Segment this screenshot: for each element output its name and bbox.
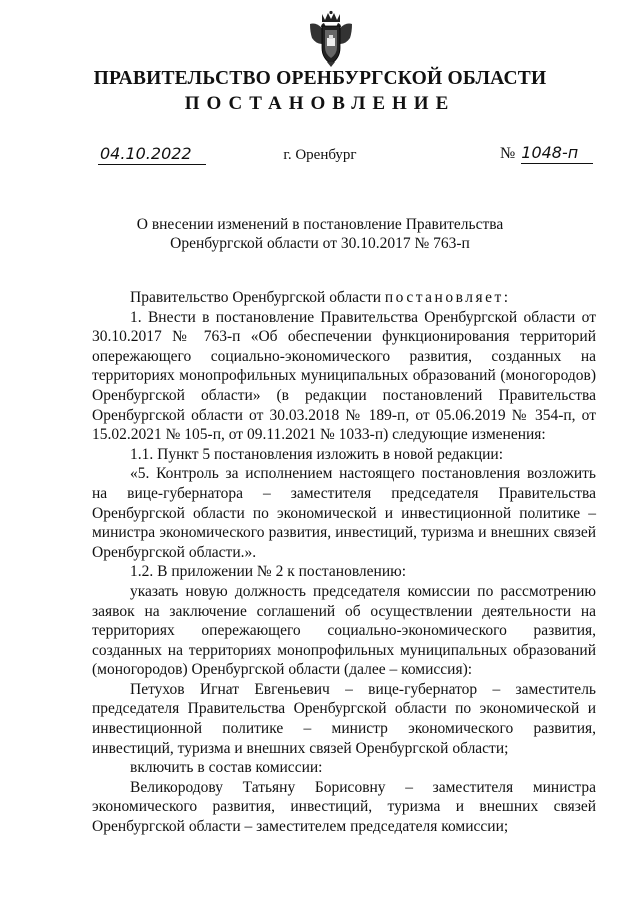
paragraph-1-2: 1.2. В приложении № 2 к постановлению:	[130, 563, 407, 581]
number-label: №	[500, 145, 516, 162]
subject-line-1: О внесении изменений в постановление Правительства	[136, 216, 504, 233]
paragraph-1-2-d: Великородову Татьяну Борисовну – заместителя министра экономического развития, инвестиций, туризма и внешних связей Оренбургской области – заместителем председателя комиссии;	[92, 778, 596, 836]
number-value: 1048-п	[521, 143, 593, 164]
document-body	[92, 288, 596, 837]
intro-prefix: Правительство Оренбургской области	[130, 289, 385, 306]
document-number	[500, 143, 593, 164]
subject-line-2: Оренбургской области от 30.10.2017 № 763-п	[170, 235, 470, 252]
paragraph-1-2-c: включить в состав комиссии:	[130, 759, 323, 777]
paragraph-1-1: 1.1. Пункт 5 постановления изложить в новой редакции:	[130, 445, 504, 463]
document-city: г. Оренбург	[283, 147, 357, 163]
document-subject	[0, 215, 640, 253]
paragraph-1-2-b: Петухов Игнат Евгеньевич – вице-губернатор – заместитель председателя Правительства Оренбургской области по экономической и инвестиционной политике – министр экономического развития, инвестиций, туризма и внешних связей Оренбургской области;	[92, 680, 596, 757]
paragraph-1-2-a: указать новую должность председателя комиссии по рассмотрению заявок на заключение соглашений об осуществлении деятельности на территориях опережающего социально-экономического развития, созданных на территориях монопрофильных муниципальных образований (моногородов) Оренбургской области (далее – комиссия):	[92, 582, 596, 679]
coat-of-arms-emblem	[308, 10, 354, 68]
intro-paragraph	[92, 288, 596, 308]
government-title: ПРАВИТЕЛЬСТВО ОРЕНБУРГСКОЙ ОБЛАСТИ	[93, 68, 547, 89]
paragraph-1: 1. Внести в постановление Правительства Оренбургской области от 30.10.2017 № 763-п «Об обеспечении функционирования территорий опережающего социально-экономического развития, созданных на территориях монопрофильных муниципальных образований (моногородов) Оренбургской области» (в редакции постановлений Правительства Оренбургской области от 30.03.2018 № 189-п, от 05.06.2019 № 354-п, от 15.02.2021 № 105-п, от 09.11.2021 № 1033-п) следующие изменения:	[92, 308, 596, 444]
document-date: 04.10.2022	[98, 144, 206, 165]
document-type-title: ПОСТАНОВЛЕНИЕ	[184, 93, 456, 114]
paragraph-1-1-text: «5. Контроль за исполнением настоящего постановления возложить на вице-губернатора – заместителя председателя Правительства Оренбургской области по экономической и инвестиционной политике – министра экономического развития, инвестиций, туризма и внешних связей Оренбургской области.».	[92, 465, 596, 561]
intro-decree-word: постановляет:	[384, 289, 511, 306]
